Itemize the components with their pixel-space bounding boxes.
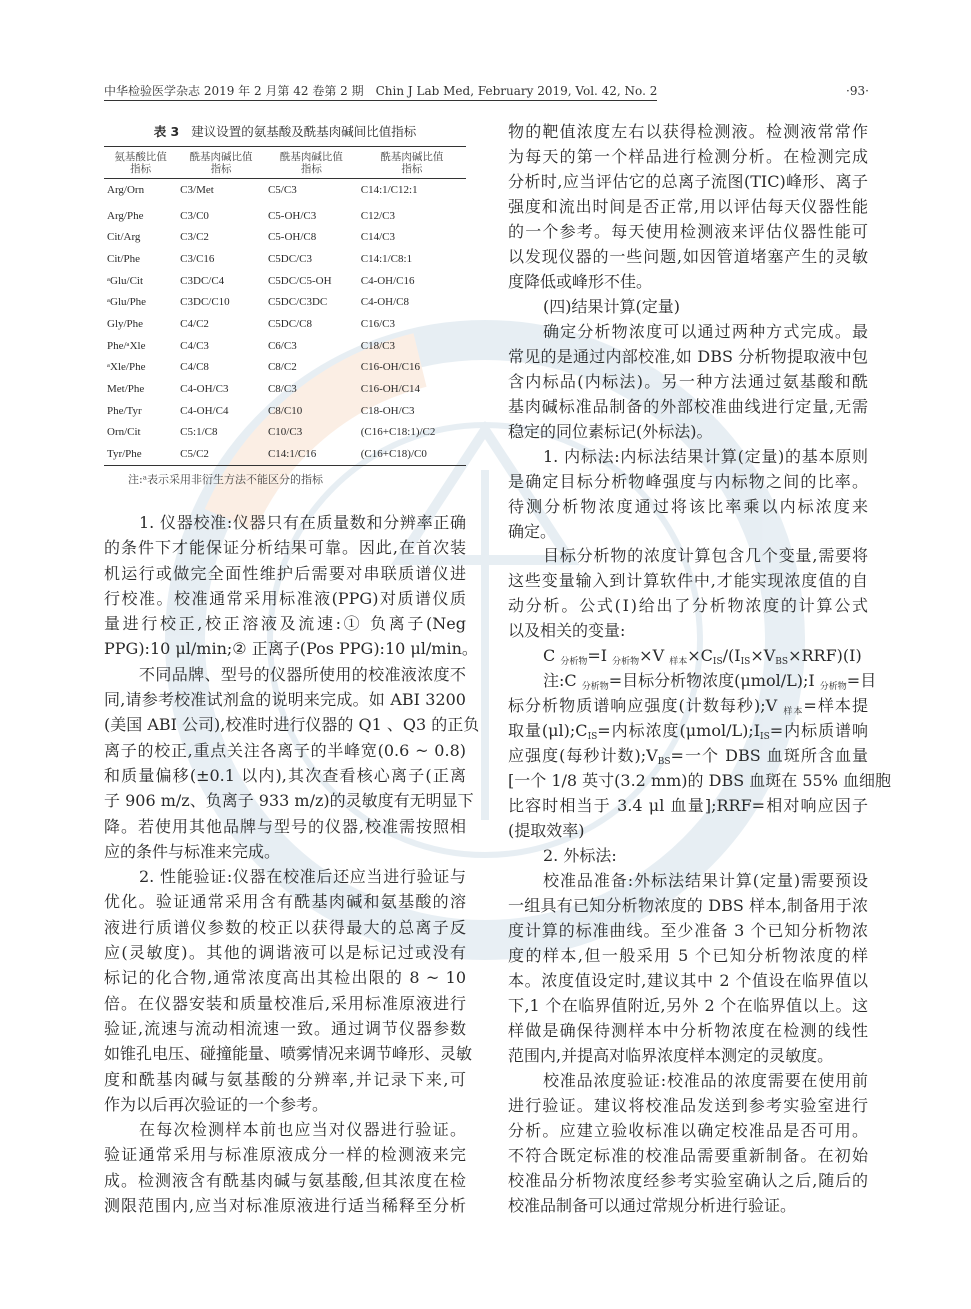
text-line: 倍。在仪器安装和质量校准后,采用标准原液进行 xyxy=(104,993,466,1013)
text-line: 的一个参考。每天使用检测液来评估仪器性能可 xyxy=(508,221,868,241)
table-cell: C4/C8 xyxy=(180,361,209,374)
table-cell: C4-OH/C4 xyxy=(180,404,229,417)
text-line: 量进行校正,校正溶液及流速:① 负离子(Neg xyxy=(104,614,466,634)
table-cell: C3/C2 xyxy=(180,231,209,244)
table-cell: C14:1/C8:1 xyxy=(360,252,413,265)
table-cell: C5DC/C3 xyxy=(267,252,312,265)
table-cell: C4-OH/C16 xyxy=(360,274,415,287)
text-line: 确定。 xyxy=(508,521,557,541)
table-cell: Phe/Tyr xyxy=(107,404,142,417)
text-line: 度计算的标准曲线。至少准备 3 个已知分析物浓 xyxy=(508,921,868,940)
text-line: 标分析物质谱响应强度(计数每秒);V $_{样本}$=样本提 xyxy=(508,696,868,718)
text-line: C $_{分析物}$=I $_{分析物}$×V $_{样本}\times C_{IS}/(I_{IS}\times V_{BS}\times RRF)(Ⅰ)$ xyxy=(543,646,862,668)
table-row xyxy=(104,179,466,201)
table-cell: C14:1/C16 xyxy=(265,443,358,465)
table-cell: (C16+C18:1)/C2 xyxy=(360,426,436,439)
paragraph xyxy=(508,544,868,644)
paragraph xyxy=(508,320,868,445)
paragraph xyxy=(104,510,478,662)
table-cell: Phe/ᵃXle xyxy=(107,339,146,352)
text-line: PPG):10 μl/min;② 正离子(Pos PPG):10 μl/min。 xyxy=(104,639,478,659)
text-line: 为每天的第一个样品进行检测分析。在检测完成 xyxy=(508,146,868,166)
table-title: 建议设置的氨基酸及酰基肉碱间比值指标 xyxy=(191,124,417,139)
subscript: 样本 xyxy=(783,707,804,718)
text-line: 1. 仪器校准:仪器只有在质量数和分辨率正确 xyxy=(139,513,466,532)
column-header-text: 指标 xyxy=(300,163,322,175)
table-cell: C8/C3 xyxy=(267,383,297,396)
table-cell: C3DC/C4 xyxy=(180,274,225,287)
subscript: IS xyxy=(740,657,751,668)
text-line: 应强度(每秒计数)$;V_{BS}=$一个 DBS 血斑所含血量 xyxy=(508,746,868,768)
table-cell: Tyr/Phe xyxy=(104,443,177,465)
right-text-column xyxy=(508,120,891,1219)
table-cell: Orn/Cit xyxy=(107,426,141,439)
table-cell: C5/C3 xyxy=(267,183,297,196)
text-line: 度的样本,但一般采用 5 个已知分析物浓度的样 xyxy=(508,945,868,965)
table-row xyxy=(104,400,466,422)
table-caption xyxy=(104,122,466,140)
table-row xyxy=(104,422,466,444)
text-line: 目标分析物的浓度计算包含几个变量,需要将 xyxy=(543,546,868,566)
table-cell: Arg/Phe xyxy=(107,209,144,222)
paragraph xyxy=(508,869,868,1069)
table-cell: (C16+C18)/C0 xyxy=(358,443,466,465)
table-cell: C16-OH/C14 xyxy=(360,383,421,396)
table-row xyxy=(104,201,466,227)
text-line: 子 906 m/z、负离子 933 m/z)的灵敏度有无明显下 xyxy=(104,791,474,811)
text-line: 以发现仪器的一些问题,如因管道堵塞产生的灵敏 xyxy=(508,246,868,266)
section-heading xyxy=(508,295,868,320)
table-row xyxy=(104,226,466,248)
column-header xyxy=(177,147,265,179)
text-line: 液进行质谱仪参数的校正以获得最大的总离子反 xyxy=(104,917,466,937)
text-line: 是确定目标分析物峰强度与内标物之间的比率。 xyxy=(508,471,868,491)
table-cell: C5DC/C3DC xyxy=(267,296,328,309)
text-line: 度降低或峰形不佳。 xyxy=(508,271,653,291)
table-cell: C6/C3 xyxy=(267,339,297,352)
table-cell: C5-OH/C3 xyxy=(267,209,317,222)
text-line: (提取效率) xyxy=(508,821,585,841)
paragraph xyxy=(508,1069,868,1219)
table-row xyxy=(104,335,466,357)
table-cell: C4/C3 xyxy=(180,339,209,352)
paragraph xyxy=(508,120,868,295)
subscript: 分析物 xyxy=(819,682,847,693)
text-line: 校准品准备:外标法结果计算(定量)需要预设 xyxy=(543,871,868,891)
text-line: 2. 性能验证:仪器在校准后还应当进行验证与 xyxy=(139,867,466,887)
column-header-text: 指标 xyxy=(210,163,232,175)
table-row xyxy=(104,378,466,400)
text-line: 验证通常采用与标准原液成分一样的检测液来完 xyxy=(104,1145,466,1165)
table-cell: C16-OH/C16 xyxy=(360,361,421,374)
paragraph xyxy=(508,669,891,844)
subscript: BS xyxy=(657,757,671,768)
table-cell: C18/C3 xyxy=(360,339,395,352)
text-line: 取量$(\mu l);C_{IS}=$内标浓度$(\mu mol/L);I_{IS}=$内标质谱响 xyxy=(508,721,868,743)
text-line: 测限范围内,应当对标准原液进行适当稀释至分析 xyxy=(104,1196,466,1216)
text-line: 物的靶值浓度左右以获得检测液。检测液常常作 xyxy=(508,122,868,141)
text-line: 1. 内标法:内标法结果计算(定量)的基本原则 xyxy=(543,446,868,466)
table-cell: ᵃGlu/Cit xyxy=(107,274,144,287)
table-cell: C3/Met xyxy=(180,183,214,196)
column-header-text: 酰基肉碱比值 xyxy=(380,151,444,163)
text-line: 在每次检测样本前也应当对仪器进行验证。 xyxy=(139,1120,466,1140)
table-cell: C3/C16 xyxy=(180,252,215,265)
table-cell: ᵃXle/Phe xyxy=(107,361,146,374)
subscript: 分析物 xyxy=(612,657,640,668)
text-line: 以及相关的变量: xyxy=(508,621,626,641)
text-line: 动分析。公式(Ⅰ)给出了分析物浓度的计算公式 xyxy=(508,596,868,616)
table-cell: C5/C2 xyxy=(177,443,265,465)
text-line: 基肉碱标准品制备的外部校准曲线进行定量,无需 xyxy=(508,396,868,416)
text-line: 应的条件与标准来完成。 xyxy=(104,841,281,861)
column-header xyxy=(358,147,466,179)
text-line: 标记的化合物,通常浓度高出其检出限的 8 ~ 10 xyxy=(104,968,466,988)
text-line: 进行验证。建议将校准品发送到参考实验室进行 xyxy=(508,1095,868,1115)
text-line: [一个 1/8 英寸(3.2 mm)的 DBS 血斑在 55% 血细胞 xyxy=(508,771,891,791)
column-header xyxy=(104,147,177,179)
text-line: 待测分析物浓度通过将该比率乘以内标浓度来 xyxy=(508,496,868,516)
table-cell: C14:1/C12:1 xyxy=(360,183,418,196)
text-line: 稳定的同位素标记(外标法)。 xyxy=(508,421,713,441)
subscript: IS xyxy=(587,732,598,743)
table-row xyxy=(104,248,466,270)
table-cell: C3DC/C10 xyxy=(180,296,230,309)
ratio-indicator-table xyxy=(104,146,466,466)
table-cell: C5DC/C8 xyxy=(267,317,312,330)
text-line: 比容时相当于 3.4 μl 血量];RRF=相对响应因子 xyxy=(508,796,868,816)
table-cell: C5:1/C8 xyxy=(180,426,218,439)
table-cell: C4-OH/C3 xyxy=(180,383,229,396)
table-header-row xyxy=(104,147,466,179)
text-line: 含内标品(内标法)。另一种方法通过氨基酸和酰 xyxy=(508,371,868,391)
text-line: 这些变量输入到计算软件中,才能实现浓度值的自 xyxy=(508,571,868,591)
table-cell: Cit/Arg xyxy=(107,231,141,244)
table-cell: C14/C3 xyxy=(360,231,395,244)
subscript: IS xyxy=(760,732,770,743)
text-line: 同,请参考校准试剂盒的说明来完成。如 ABI 3200 xyxy=(104,690,466,710)
table-cell: C4/C2 xyxy=(180,317,209,330)
table-cell: C5DC/C5-OH xyxy=(267,274,332,287)
column-header-text: 指标 xyxy=(401,163,423,175)
text-line: 样做是确保待测样本中分析物浓度在检测的线性 xyxy=(508,1020,868,1040)
table-cell: C4-OH/C8 xyxy=(360,296,410,309)
table-row xyxy=(104,291,466,313)
table-cell: Arg/Orn xyxy=(107,183,145,196)
text-line: 分析时,应当评估它的总离子流图(TIC)峰形、离子 xyxy=(508,171,868,191)
running-header: 中华检验医学杂志 2019 年 2 月第 42 卷第 2 期 Chin J Lab Med, February 2019, Vol. 42, No. 2 xyxy=(104,83,657,101)
table-cell: Cit/Phe xyxy=(107,252,141,265)
table-cell: C18-OH/C3 xyxy=(360,404,415,417)
left-text-column xyxy=(104,510,480,1218)
text-line: 应(灵敏度)。其他的调谐液可以是标记过或没有 xyxy=(104,943,466,963)
text-line: 验证,流速与流动相流速一致。通过调节仪器参数 xyxy=(104,1018,466,1038)
table-row xyxy=(104,270,466,292)
text-line: 的条件下才能保证分析结果可靠。因此,在首次装 xyxy=(104,538,466,558)
column-header xyxy=(265,147,358,179)
table-cell: Met/Phe xyxy=(107,383,145,396)
table-cell: C8/C2 xyxy=(267,361,297,374)
paragraph xyxy=(104,662,480,864)
table-cell: C8/C10 xyxy=(267,404,303,417)
text-line: 度和酰基肉碱与氨基酸的分辨率,并记录下来,可 xyxy=(104,1069,466,1089)
column-header-text: 酰基肉碱比值 xyxy=(189,151,253,163)
text-line: 注:C $_{分析物}$=目标分析物浓度(μmol/L);I $_{分析物}$=目 xyxy=(543,671,877,693)
paragraph xyxy=(508,445,868,545)
text-line: 校准品浓度验证:校准品的浓度需要在使用前 xyxy=(543,1070,868,1090)
text-line: (四)结果计算(定量) xyxy=(543,296,680,316)
text-line: 一组具有已知分析物浓度的 DBS 样本,制备用于浓 xyxy=(508,896,868,916)
table-footnote: 注:ᵃ表示采用非衍生方法不能区分的指标 xyxy=(128,473,323,486)
text-line: (美国 ABI 公司),校准时进行仪器的 Q1 、Q3 的正负 xyxy=(104,715,480,735)
text-line: 离子的校正,重点关注各离子的半峰宽(0.6 ~ 0.8) xyxy=(104,740,466,760)
text-line: 优化。验证通常采用含有酰基肉碱和氨基酸的溶 xyxy=(104,892,466,912)
table-row xyxy=(104,443,466,465)
section-heading xyxy=(508,844,868,869)
table-cell: C10/C3 xyxy=(267,426,303,439)
table-cell: C16/C3 xyxy=(360,317,395,330)
table-cell: Gly/Phe xyxy=(107,317,144,330)
table-label: 表 3 xyxy=(153,124,180,139)
text-line: 本。浓度值设定时,建议其中 2 个值设在临界值以 xyxy=(508,970,868,990)
subscript: BS xyxy=(775,657,789,668)
column-header-text: 氨基酸比值 xyxy=(114,151,167,163)
table-cell: C12/C3 xyxy=(360,209,395,222)
text-line: 分析。应建立验收标准以确定校准品是否可用。 xyxy=(508,1120,868,1140)
table-cell: C3/C0 xyxy=(180,209,209,222)
text-line: 作为以后再次验证的一个参考。 xyxy=(104,1094,329,1114)
text-line: 降。若使用其他品牌与型号的仪器,校准需按照相 xyxy=(104,816,466,836)
table-cell: ᵃGlu/Phe xyxy=(107,296,147,309)
table-row xyxy=(104,313,466,335)
text-line: 不符合既定标准的校准品需要重新制备。在初始 xyxy=(508,1145,868,1165)
paragraph xyxy=(104,1117,466,1218)
text-line: 范围内,并提高对临界浓度样本测定的灵敏度。 xyxy=(508,1045,834,1065)
text-line: 行校准。校准通常采用标准液(PPG)对质谱仪质 xyxy=(104,588,466,608)
column-header-text: 酰基肉碱比值 xyxy=(279,151,343,163)
text-line: 和质量偏移(±0.1 以内),其次查看核心离子(正离 xyxy=(104,765,466,785)
text-line: 机运行或做完全面性维护后需要对串联质谱仪进 xyxy=(104,563,466,583)
section-heading xyxy=(508,644,868,669)
text-line: 如锥孔电压、碰撞能量、喷雾情况来调节峰形、灵敏 xyxy=(104,1044,473,1064)
text-line: 2. 外标法: xyxy=(543,846,617,866)
text-line: 校准品制备可以通过常规分析进行验证。 xyxy=(508,1195,797,1215)
subscript: 分析物 xyxy=(560,657,588,668)
text-line: 成。检测液含有酰基肉碱与氨基酸,但其浓度在检 xyxy=(104,1170,466,1190)
page-number: ·93· xyxy=(846,84,869,98)
text-line: 下,1 个在临界值附近,另外 2 个在临界值以上。这 xyxy=(508,995,868,1015)
text-line: 强度和流出时间是否正常,用以评估每天仪器性能 xyxy=(508,196,868,216)
table-row xyxy=(104,357,466,379)
column-header-text: 指标 xyxy=(130,163,152,175)
text-line: 确定分析物浓度可以通过两种方式完成。最 xyxy=(543,321,868,341)
table-cell: C5-OH/C8 xyxy=(267,231,317,244)
subscript: 分析物 xyxy=(581,682,609,693)
subscript: IS xyxy=(712,657,723,668)
text-line: 不同品牌、型号的仪器所使用的校准液浓度不 xyxy=(139,664,466,684)
subscript: 样本 xyxy=(669,657,688,668)
text-line: 校准品分析物浓度经参考实验室确认之后,随后的 xyxy=(508,1170,868,1190)
text-line: 常见的是通过内部校准,如 DBS 分析物提取液中包 xyxy=(508,346,868,366)
paragraph xyxy=(104,864,473,1117)
